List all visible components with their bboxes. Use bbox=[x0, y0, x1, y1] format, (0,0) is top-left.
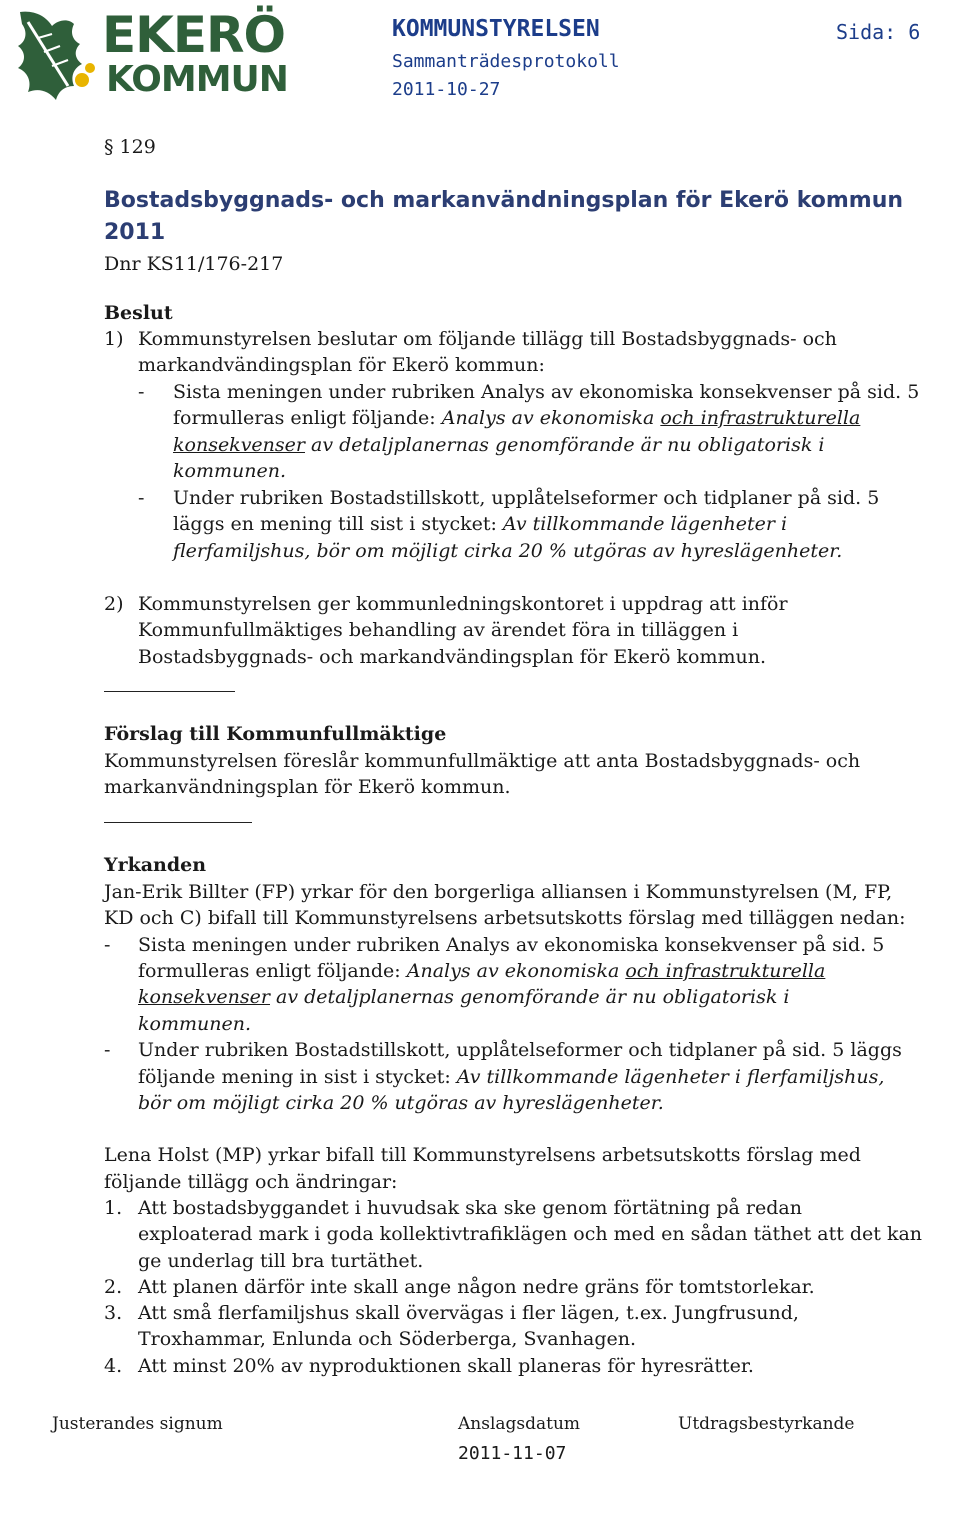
bullet-line bbox=[138, 1064, 884, 1090]
decision-item-line: markandvändingsplan för Ekerö kommun: bbox=[138, 354, 545, 376]
bullet-dash: - bbox=[104, 934, 111, 956]
bullet-text: formulleras enligt följande: bbox=[138, 960, 407, 982]
bullet-line bbox=[138, 958, 825, 984]
bullet-text-italic: Analys av ekonomiska bbox=[441, 407, 661, 429]
list-marker: 3. bbox=[104, 1302, 123, 1324]
numbered-item-line: Troxhammar, Enlunda och Söderberga, Svanhagen. bbox=[138, 1328, 637, 1350]
list-marker: 2. bbox=[104, 1276, 123, 1298]
bullet-line: Sista meningen under rubriken Analys av ekonomiska konsekvenser på sid. 5 bbox=[173, 381, 920, 403]
numbered-item-line: exploaterad mark i goda kollektivtrafiklägen och med en sådan täthet att det kan bbox=[138, 1223, 923, 1245]
page-title bbox=[104, 185, 903, 249]
numbered-item-line: Att minst 20% av nyproduktionen skall planeras för hyresrätter. bbox=[138, 1355, 754, 1377]
decision-item-line: Bostadsbyggnads- och markandvändingsplan för Ekerö kommun. bbox=[138, 646, 767, 668]
bullet-text-underlined: och infrastrukturella bbox=[625, 960, 826, 982]
bullet-text-italic: Av tillkommande lägenheter i bbox=[502, 513, 788, 535]
bullet-text-italic: av detaljplanernas genomförande är nu obligatorisk i bbox=[305, 434, 825, 456]
case-number: Dnr KS11/176-217 bbox=[104, 253, 284, 275]
bullet-line: kommunen. bbox=[138, 1013, 251, 1035]
section-divider bbox=[104, 691, 235, 692]
list-marker: 1) bbox=[104, 328, 124, 350]
motion-line: KD och C) bifall till Kommunstyrelsens arbetsutskotts förslag med tilläggen nedan: bbox=[104, 907, 906, 929]
numbered-item-line: Att bostadsbyggandet i huvudsak ska ske genom förtätning på redan bbox=[138, 1197, 802, 1219]
list-marker: 4. bbox=[104, 1355, 123, 1377]
title-line-1: Bostadsbyggnads- och markanvändningsplan för Ekerö kommun bbox=[104, 188, 904, 213]
section-heading-beslut: Beslut bbox=[104, 302, 173, 324]
bullet-line bbox=[138, 984, 789, 1010]
footer-sign-label: Justerandes signum bbox=[52, 1414, 223, 1434]
list-marker: 1. bbox=[104, 1197, 123, 1219]
paragraph-number: § 129 bbox=[104, 136, 156, 158]
bullet-line: kommunen. bbox=[173, 460, 286, 482]
bullet-text-italic: av detaljplanernas genomförande är nu obligatorisk i bbox=[270, 986, 790, 1008]
oak-leaf-icon bbox=[12, 6, 98, 102]
footer-extract-label: Utdragsbestyrkande bbox=[678, 1414, 855, 1434]
bullet-text: följande mening in sist i stycket: bbox=[138, 1066, 457, 1088]
section-divider bbox=[104, 822, 252, 823]
bullet-text: formulleras enligt följande: bbox=[173, 407, 442, 429]
section-heading-yrkanden: Yrkanden bbox=[104, 854, 207, 876]
numbered-item-line: ge underlag till bra turtäthet. bbox=[138, 1250, 424, 1272]
bullet-text: läggs en mening till sist i stycket: bbox=[173, 513, 503, 535]
list-marker: 2) bbox=[104, 593, 124, 615]
bullet-line: Sista meningen under rubriken Analys av ekonomiska konsekvenser på sid. 5 bbox=[138, 934, 885, 956]
bullet-line bbox=[173, 405, 860, 431]
numbered-item-line: Att planen därför inte skall ange någon nedre gräns för tomtstorlekar. bbox=[138, 1276, 815, 1298]
bullet-line bbox=[173, 432, 824, 458]
footer-posting-label: Anslagsdatum bbox=[458, 1414, 581, 1434]
motion-line: följande tillägg och ändringar: bbox=[104, 1171, 398, 1193]
proposal-line: Kommunstyrelsen föreslår kommunfullmäktige att anta Bostadsbyggnads- och bbox=[104, 750, 861, 772]
bullet-text-italic: Analys av ekonomiska bbox=[406, 960, 626, 982]
decision-item-line: Kommunfullmäktiges behandling av ärendet föra in tilläggen i bbox=[138, 619, 739, 641]
bullet-text-italic: Av tillkommande lägenheter i flerfamiljshus, bbox=[456, 1066, 885, 1088]
bullet-line: Under rubriken Bostadstillskott, upplåtelseformer och tidplaner på sid. 5 läggs bbox=[138, 1039, 902, 1061]
motion-line: Jan-Erik Billter (FP) yrkar för den borgerliga alliansen i Kommunstyrelsen (M, FP, bbox=[104, 881, 893, 903]
page-number: Sida: 6 bbox=[836, 20, 921, 44]
footer-posting-date: 2011-11-07 bbox=[458, 1443, 567, 1464]
section-heading-forslag: Förslag till Kommunfullmäktige bbox=[104, 723, 447, 745]
decision-item-line: Kommunstyrelsen beslutar om följande tillägg till Bostadsbyggnads- och bbox=[138, 328, 837, 350]
bullet-line: flerfamiljshus, bör om möjligt cirka 20 % utgöras av hyreslägenheter. bbox=[173, 540, 843, 562]
document-type: Sammanträdesprotokoll bbox=[392, 51, 620, 72]
bullet-line bbox=[173, 511, 787, 537]
title-line-2: 2011 bbox=[104, 220, 166, 245]
municipality-logo bbox=[12, 6, 288, 102]
bullet-text-underlined: konsekvenser bbox=[138, 986, 270, 1008]
meeting-date: 2011-10-27 bbox=[392, 79, 501, 100]
proposal-line: markanvändningsplan för Ekerö kommun. bbox=[104, 776, 511, 798]
bullet-dash: - bbox=[138, 487, 145, 509]
bullet-line: bör om möjligt cirka 20 % utgöras av hyreslägenheter. bbox=[138, 1092, 664, 1114]
bullet-text-underlined: och infrastrukturella bbox=[660, 407, 861, 429]
bullet-dash: - bbox=[138, 381, 145, 403]
logo-wordmark-bottom: KOMMUN bbox=[106, 59, 288, 100]
bullet-line: Under rubriken Bostadstillskott, upplåtelseformer och tidplaner på sid. 5 bbox=[173, 487, 880, 509]
bullet-text-underlined: konsekvenser bbox=[173, 434, 305, 456]
organization-name: KOMMUNSTYRELSEN bbox=[392, 16, 600, 42]
logo-wordmark-top: EKERÖ bbox=[102, 6, 286, 64]
decision-item-line: Kommunstyrelsen ger kommunledningskontoret i uppdrag att inför bbox=[138, 593, 788, 615]
numbered-item-line: Att små flerfamiljshus skall övervägas i fler lägen, t.ex. Jungfrusund, bbox=[138, 1302, 799, 1324]
bullet-dash: - bbox=[104, 1039, 111, 1061]
motion-line: Lena Holst (MP) yrkar bifall till Kommunstyrelsens arbetsutskotts förslag med bbox=[104, 1144, 861, 1166]
